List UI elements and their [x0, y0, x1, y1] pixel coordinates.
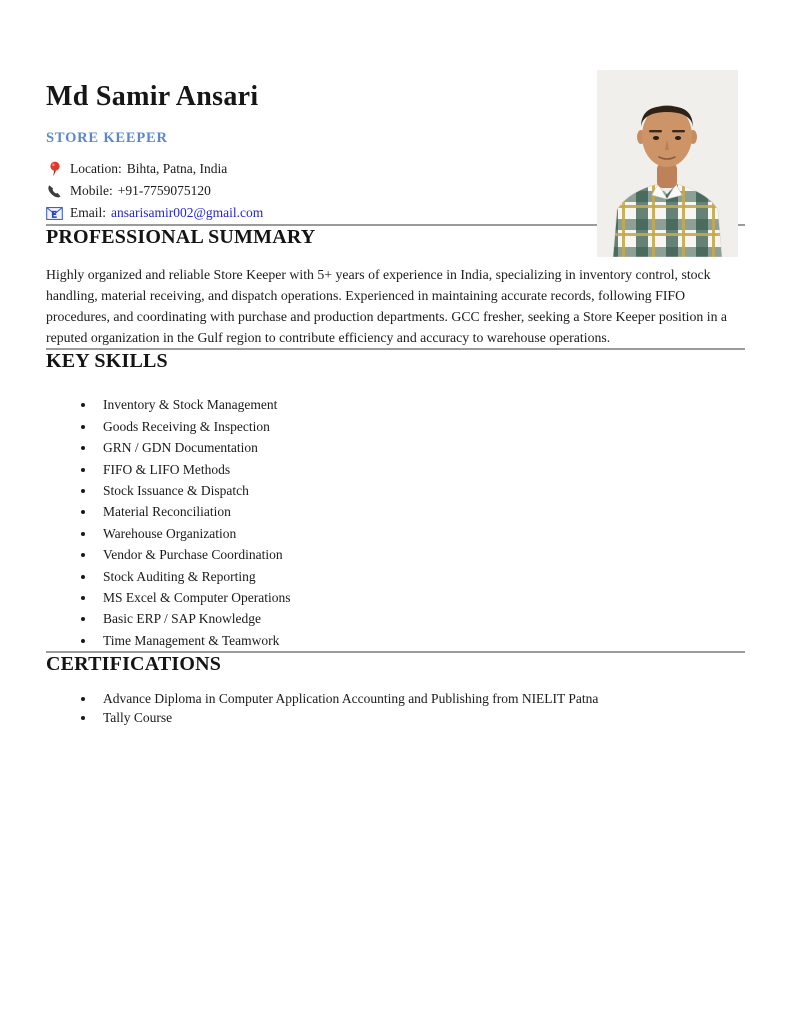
skill-item: • Stock Auditing & Reporting	[96, 566, 745, 587]
skill-item: • Stock Issuance & Dispatch	[96, 480, 745, 501]
mobile-label: Mobile:	[70, 183, 113, 199]
skill-item: • FIFO & LIFO Methods	[96, 459, 745, 480]
skills-heading: KEY SKILLS	[46, 350, 168, 373]
telephone-receiver-icon	[46, 183, 63, 199]
round-pushpin-icon	[46, 161, 63, 177]
certification-item: • Tally Course	[96, 708, 745, 727]
candidate-name: Md Samir Ansari	[46, 81, 259, 112]
skill-item: • Vendor & Purchase Coordination	[96, 544, 745, 565]
certifications-heading: CERTIFICATIONS	[46, 653, 222, 676]
email-link[interactable]: ansarisamir002@gmail.com	[111, 205, 264, 221]
email-label: Email:	[70, 205, 106, 221]
skill-list	[46, 394, 745, 651]
location-value: Bihta, Patna, India	[126, 161, 228, 177]
summary-heading: PROFESSIONAL SUMMARY	[46, 226, 316, 249]
certification-item: • Advance Diploma in Computer Application Accounting and Publishing from NIELIT Patna	[96, 689, 745, 708]
skill-item: • Warehouse Organization	[96, 523, 745, 544]
mobile-value: +91-7759075120	[117, 183, 211, 199]
skill-item: • Inventory & Stock Management	[96, 394, 745, 415]
profile-photo	[597, 70, 738, 257]
skill-item: • MS Excel & Computer Operations	[96, 587, 745, 608]
summary-text: Highly organized and reliable Store Keeper with 5+ years of experience in India, specializing in inventory control, stock handling, material receiving, and dispatch operations. Experienced in maintaining accurate records, following FIFO procedures, and coordinating with purchase and production departments. GCC fresher, seeking a Store Keeper position in a reputed organization in the Gulf region to contribute efficiency and accuracy to warehouse operations.	[46, 267, 728, 346]
job-title: STORE KEEPER	[46, 130, 168, 147]
skill-item: • Material Reconciliation	[96, 501, 745, 522]
location-label: Location:	[70, 161, 122, 177]
skill-item: • Basic ERP / SAP Knowledge	[96, 608, 745, 629]
skill-item: • Time Management & Teamwork	[96, 630, 745, 651]
skill-item: • GRN / GDN Documentation	[96, 437, 745, 458]
skill-item: • Goods Receiving & Inspection	[96, 416, 745, 437]
email-icon	[46, 205, 63, 221]
certification-list	[46, 689, 745, 727]
